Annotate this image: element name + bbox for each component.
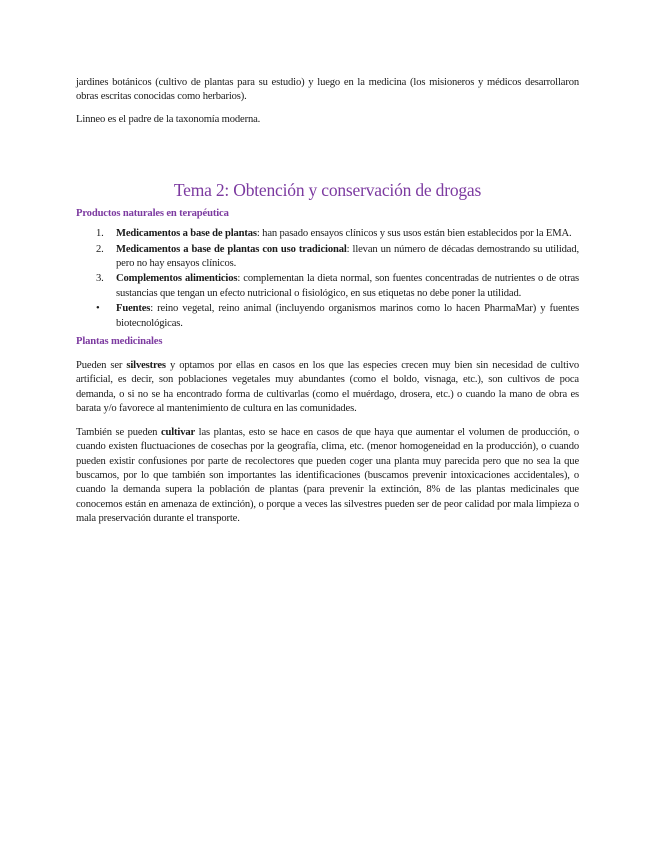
list-item-term: Medicamentos a base de plantas: [116, 228, 257, 240]
section-title-tema-2: Tema 2: Obtención y conservación de drogas: [173, 180, 482, 201]
bold-term-silvestres: silvestres: [126, 360, 166, 372]
subheading-plantas-medicinales: Plantas medicinales: [76, 336, 163, 348]
list-item-text: : reino vegetal, reino animal (incluyendo organismos marinos como lo hacen PharmaMar) y fuentes biotecnológicas.: [116, 303, 579, 329]
paragraph-silvestres: [76, 359, 579, 417]
paragraph-cultivar: [76, 426, 579, 527]
list-item-text: : llevan un número de décadas demostrando su utilidad, pero no hay ensayos clínicos.: [116, 243, 579, 270]
productos-list: [76, 227, 579, 331]
bullet-icon: •: [96, 303, 100, 315]
document-page: [76, 76, 579, 527]
paragraph-text: las plantas, esto se hace en casos de que haya que aumentar el volumen de producción, o cuando existen fluctuaciones de cosechas por la geografía, clima, etc. (menor homogeneidad en la producción), o cuando pueden existir confusiones por parte de recolectores que pueden coger una planta muy parecida pero que no sea la que buscamos, por lo que también son importantes las identificaciones (buscamos prevenir intoxicaciones accidentales), o cuando la demanda supera la población de plantas (para prevenir la extinción, 8% de las plantas medicinales que conocemos están en amenaza de extinción), o porque a veces las silvestres pueden ser de peor calidad por mala limpieza o mala preservación durante el transporte.: [76, 426, 579, 525]
intro-paragraph-linneo: Linneo es el padre de la taxonomía moderna.: [76, 113, 261, 125]
paragraph-text: y optamos por ellas en casos en los que las especies crecen muy bien sin necesidad de cultivo artificial, es decir, son poblaciones vegetales muy abundantes (como el boldo, visnaga, etc.), son cultivos de poca demanda, o si no se ha encontrado forma de cultivarlas (como el muérdago, drosera, etc.) o cuando la mano de obra es barata y/o favorece al mantenimiento de cultura en las comunidades.: [76, 360, 579, 415]
list-item-text: : han pasado ensayos clínicos y sus usos están bien establecidos por la EMA.: [256, 228, 572, 240]
list-item-term: Fuentes: [116, 303, 151, 315]
list-item-term: Medicamentos a base de plantas con uso tradicional: [116, 243, 347, 255]
list-item: [76, 302, 579, 331]
paragraph-text: También se pueden: [76, 426, 161, 438]
subheading-productos-naturales: Productos naturales en terapéutica: [76, 208, 229, 220]
list-number: 2.: [96, 243, 104, 255]
paragraph-text: Pueden ser: [76, 360, 127, 372]
list-item: [76, 272, 579, 301]
list-item: [76, 243, 579, 272]
list-number: 1.: [96, 228, 104, 240]
list-item-text: : complementan la dieta normal, son fuentes concentradas de nutrientes o de otras sustancias que tengan un efecto nutricional o fisiológico, en sus etiquetas no debe poner la utilidad.: [116, 273, 579, 299]
bold-term-cultivar: cultivar: [160, 426, 196, 438]
intro-paragraph-herbarios: jardines botánicos (cultivo de plantas para su estudio) y luego en la medicina (los misioneros y médicos desarrollaron obras escritas conocidas como herbarios).: [76, 77, 579, 103]
list-item: [76, 227, 579, 241]
list-number: 3.: [96, 273, 104, 285]
list-item-term: Complementos alimenticios: [116, 273, 238, 285]
